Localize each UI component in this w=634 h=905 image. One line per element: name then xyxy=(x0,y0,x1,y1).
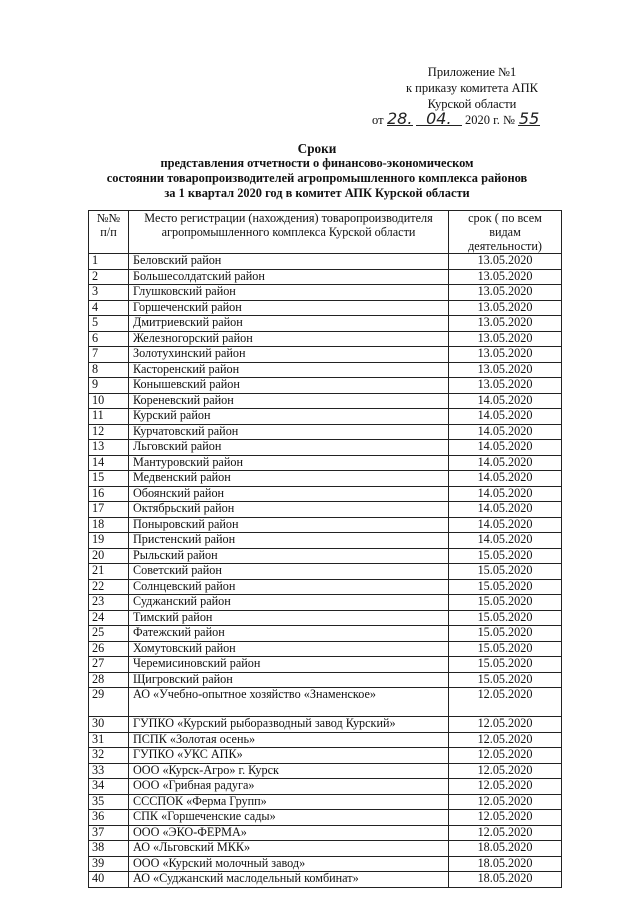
row-date: 12.05.2020 xyxy=(449,810,562,826)
row-place: Беловский район xyxy=(129,254,449,270)
row-date: 13.05.2020 xyxy=(449,378,562,394)
row-num: 40 xyxy=(89,872,129,888)
row-date: 13.05.2020 xyxy=(449,362,562,378)
row-date: 12.05.2020 xyxy=(449,688,562,717)
table-row xyxy=(89,688,562,717)
row-date: 13.05.2020 xyxy=(449,316,562,332)
table-row xyxy=(89,564,562,580)
table-row xyxy=(89,517,562,533)
row-place: АО «Льговский МКК» xyxy=(129,841,449,857)
row-date: 15.05.2020 xyxy=(449,610,562,626)
table-row xyxy=(89,486,562,502)
row-place: ПСПК «Золотая осень» xyxy=(129,732,449,748)
table-row xyxy=(89,471,562,487)
row-num: 16 xyxy=(89,486,129,502)
document-title xyxy=(0,141,634,201)
table-row xyxy=(89,254,562,270)
row-num: 8 xyxy=(89,362,129,378)
row-num: 14 xyxy=(89,455,129,471)
table-row xyxy=(89,717,562,733)
table-row xyxy=(89,533,562,549)
annex-block xyxy=(372,64,572,128)
row-date: 12.05.2020 xyxy=(449,748,562,764)
row-date: 12.05.2020 xyxy=(449,825,562,841)
table-row xyxy=(89,502,562,518)
row-place: АО «Суджанский маслодельный комбинат» xyxy=(129,872,449,888)
row-num: 20 xyxy=(89,548,129,564)
row-place: Щигровский район xyxy=(129,672,449,688)
table-row xyxy=(89,269,562,285)
row-place: Медвенский район xyxy=(129,471,449,487)
row-place: Октябрьский район xyxy=(129,502,449,518)
row-date: 13.05.2020 xyxy=(449,300,562,316)
row-place: Курский район xyxy=(129,409,449,425)
row-num: 21 xyxy=(89,564,129,580)
row-place: ГУПКО «УКС АПК» xyxy=(129,748,449,764)
row-date: 14.05.2020 xyxy=(449,517,562,533)
row-place: Горшеченский район xyxy=(129,300,449,316)
row-num: 17 xyxy=(89,502,129,518)
row-num: 37 xyxy=(89,825,129,841)
row-place: Обоянский район xyxy=(129,486,449,502)
row-place: Железногорский район xyxy=(129,331,449,347)
table-row xyxy=(89,347,562,363)
row-num: 2 xyxy=(89,269,129,285)
row-num: 32 xyxy=(89,748,129,764)
row-place: ООО «ЭКО-ФЕРМА» xyxy=(129,825,449,841)
table-row xyxy=(89,779,562,795)
row-num: 1 xyxy=(89,254,129,270)
row-date: 14.05.2020 xyxy=(449,471,562,487)
row-place: Мантуровский район xyxy=(129,455,449,471)
row-num: 7 xyxy=(89,347,129,363)
table-row xyxy=(89,610,562,626)
row-date: 18.05.2020 xyxy=(449,872,562,888)
table-row xyxy=(89,285,562,301)
row-place: Тимский район xyxy=(129,610,449,626)
table-row xyxy=(89,424,562,440)
row-num: 3 xyxy=(89,285,129,301)
annex-region: Курской области xyxy=(427,97,517,111)
row-date: 14.05.2020 xyxy=(449,393,562,409)
table-row xyxy=(89,595,562,611)
table-row xyxy=(89,579,562,595)
row-place: Дмитриевский район xyxy=(129,316,449,332)
row-num: 30 xyxy=(89,717,129,733)
row-place: Курчатовский район xyxy=(129,424,449,440)
row-date: 14.05.2020 xyxy=(449,502,562,518)
row-place: Поныровский район xyxy=(129,517,449,533)
row-num: 12 xyxy=(89,424,129,440)
row-place: Конышевский район xyxy=(129,378,449,394)
row-num: 24 xyxy=(89,610,129,626)
table-row xyxy=(89,810,562,826)
row-date: 14.05.2020 xyxy=(449,424,562,440)
title-line-2: представления отчетности о финансово-экономическом xyxy=(160,156,474,170)
row-date: 14.05.2020 xyxy=(449,409,562,425)
row-num: 36 xyxy=(89,810,129,826)
table-row xyxy=(89,455,562,471)
row-date: 12.05.2020 xyxy=(449,763,562,779)
row-num: 23 xyxy=(89,595,129,611)
row-place: Золотухинский район xyxy=(129,347,449,363)
header-place: Место регистрации (нахождения) товаропроизводителя агропромышленного комплекса Курской области xyxy=(129,211,449,254)
row-place: Кореневский район xyxy=(129,393,449,409)
row-num: 13 xyxy=(89,440,129,456)
header-num: №№ п/п xyxy=(89,211,129,254)
annex-title: Приложение №1 xyxy=(427,65,517,79)
table-row xyxy=(89,763,562,779)
table-row xyxy=(89,316,562,332)
row-date: 15.05.2020 xyxy=(449,672,562,688)
row-num: 39 xyxy=(89,856,129,872)
row-num: 28 xyxy=(89,672,129,688)
row-num: 22 xyxy=(89,579,129,595)
row-place: Льговский район xyxy=(129,440,449,456)
table-row xyxy=(89,794,562,810)
row-date: 15.05.2020 xyxy=(449,657,562,673)
row-date: 15.05.2020 xyxy=(449,595,562,611)
table-header-row xyxy=(89,211,562,254)
date-year: 2020 г. № xyxy=(464,113,515,127)
row-place: ГУПКО «Курский рыборазводный завод Курский» xyxy=(129,717,449,733)
row-place: АО «Учебно-опытное хозяйство «Знаменское» xyxy=(129,688,449,717)
row-date: 12.05.2020 xyxy=(449,717,562,733)
row-date: 15.05.2020 xyxy=(449,548,562,564)
table-row xyxy=(89,362,562,378)
row-place: Большесолдатский район xyxy=(129,269,449,285)
table-row xyxy=(89,825,562,841)
row-num: 31 xyxy=(89,732,129,748)
row-place: ООО «Грибная радуга» xyxy=(129,779,449,795)
row-num: 25 xyxy=(89,626,129,642)
row-date: 13.05.2020 xyxy=(449,347,562,363)
row-date: 13.05.2020 xyxy=(449,269,562,285)
row-date: 15.05.2020 xyxy=(449,641,562,657)
row-num: 33 xyxy=(89,763,129,779)
row-date: 12.05.2020 xyxy=(449,779,562,795)
row-date: 15.05.2020 xyxy=(449,579,562,595)
row-date: 12.05.2020 xyxy=(449,794,562,810)
row-place: Черемисиновский район xyxy=(129,657,449,673)
row-date: 14.05.2020 xyxy=(449,533,562,549)
row-place: Глушковский район xyxy=(129,285,449,301)
row-num: 19 xyxy=(89,533,129,549)
row-date: 13.05.2020 xyxy=(449,285,562,301)
table-row xyxy=(89,657,562,673)
table-row xyxy=(89,672,562,688)
handwritten-month: 04. xyxy=(416,113,462,126)
table-row xyxy=(89,732,562,748)
deadlines-table xyxy=(88,210,562,888)
row-date: 14.05.2020 xyxy=(449,486,562,502)
table-row xyxy=(89,641,562,657)
row-num: 11 xyxy=(89,409,129,425)
table-row xyxy=(89,409,562,425)
row-num: 5 xyxy=(89,316,129,332)
row-place: ООО «Курский молочный завод» xyxy=(129,856,449,872)
row-place: Касторенский район xyxy=(129,362,449,378)
table-row xyxy=(89,626,562,642)
row-date: 18.05.2020 xyxy=(449,841,562,857)
table-row xyxy=(89,378,562,394)
row-date: 15.05.2020 xyxy=(449,626,562,642)
row-date: 12.05.2020 xyxy=(449,732,562,748)
row-num: 4 xyxy=(89,300,129,316)
row-date: 14.05.2020 xyxy=(449,440,562,456)
annex-order-ref: к приказу комитета АПК xyxy=(405,81,539,95)
table-row xyxy=(89,393,562,409)
row-place: Советский район xyxy=(129,564,449,580)
row-place: Фатежский район xyxy=(129,626,449,642)
table-row xyxy=(89,440,562,456)
date-prefix: от xyxy=(372,113,384,127)
row-date: 15.05.2020 xyxy=(449,564,562,580)
row-date: 14.05.2020 xyxy=(449,455,562,471)
title-line-3: состоянии товаропроизводителей агропромышленного комплекса районов xyxy=(106,171,528,185)
row-num: 35 xyxy=(89,794,129,810)
row-num: 15 xyxy=(89,471,129,487)
row-date: 13.05.2020 xyxy=(449,331,562,347)
row-num: 10 xyxy=(89,393,129,409)
row-place: Рыльский район xyxy=(129,548,449,564)
annex-date-line xyxy=(372,109,572,128)
handwritten-number: 55 xyxy=(518,109,540,128)
table-row xyxy=(89,841,562,857)
row-place: ООО «Курск-Агро» г. Курск xyxy=(129,763,449,779)
row-num: 18 xyxy=(89,517,129,533)
row-num: 26 xyxy=(89,641,129,657)
row-place: СПК «Горшеченские сады» xyxy=(129,810,449,826)
row-num: 29 xyxy=(89,688,129,717)
table-row xyxy=(89,872,562,888)
row-place: СССПОК «Ферма Групп» xyxy=(129,794,449,810)
row-date: 18.05.2020 xyxy=(449,856,562,872)
table-row xyxy=(89,856,562,872)
table-body xyxy=(89,254,562,888)
table-row xyxy=(89,300,562,316)
row-date: 13.05.2020 xyxy=(449,254,562,270)
title-line-1: Сроки xyxy=(297,141,337,156)
row-num: 34 xyxy=(89,779,129,795)
row-num: 27 xyxy=(89,657,129,673)
row-place: Пристенский район xyxy=(129,533,449,549)
table-row xyxy=(89,548,562,564)
row-place: Хомутовский район xyxy=(129,641,449,657)
table-row xyxy=(89,748,562,764)
row-place: Солнцевский район xyxy=(129,579,449,595)
row-num: 6 xyxy=(89,331,129,347)
title-line-4: за 1 квартал 2020 год в комитет АПК Курской области xyxy=(164,186,470,200)
row-num: 38 xyxy=(89,841,129,857)
header-date: срок ( по всем видам деятельности) xyxy=(449,211,562,254)
row-num: 9 xyxy=(89,378,129,394)
table-row xyxy=(89,331,562,347)
handwritten-day: 28. xyxy=(386,109,413,128)
row-place: Суджанский район xyxy=(129,595,449,611)
